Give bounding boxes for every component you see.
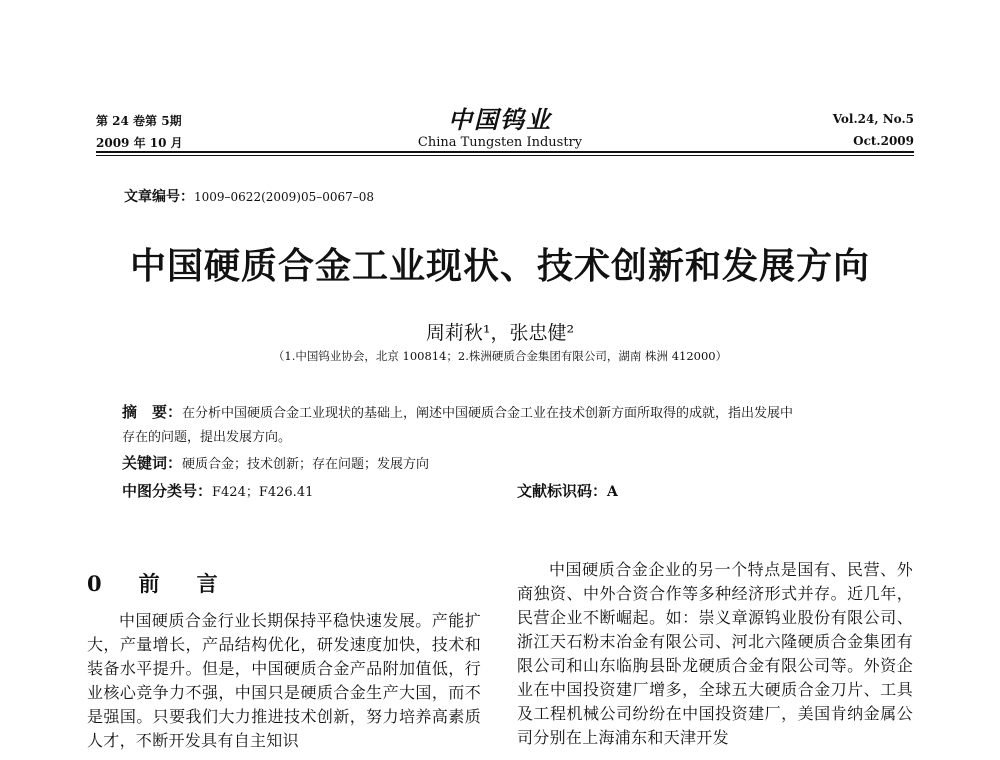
classification-block <box>122 480 313 501</box>
journal-name-en: China Tungsten Industry <box>417 135 583 150</box>
abstract-line-1 <box>122 400 902 426</box>
article-id-value: 1009–0622(2009)05–0067–08 <box>194 190 375 204</box>
section-heading-0: 0 前 言 <box>87 571 226 596</box>
paper-title: 中国硬质合金工业现状、技术创新和发展方向 <box>129 246 870 287</box>
abstract-label: 摘 要： <box>122 403 183 421</box>
left-column-paragraph: 中国硬质合金行业长期保持平稳快速发展。产能扩大，产量增长，产品结构优化，研发速度加快，技术和装备水平提升。但是，中国硬质合金产品附加值低，行业核心竞争力不强，中国只是硬质合金生产大国，而不是强国。只要我们大力推进技术创新，努力培养高素质人才，不断开发具有自主知识 <box>87 611 481 750</box>
header-rule-thick <box>96 151 914 153</box>
doc-code-block <box>517 480 618 501</box>
article-id-label: 文章编号： <box>124 189 194 205</box>
header-issue-cn: 第 24 卷第 5期 <box>96 114 182 128</box>
article-id <box>124 186 374 208</box>
classification-value: F424；F426.41 <box>212 485 314 500</box>
paper-affiliation: （1.中国钨业协会，北京 100814；2.株洲硬质合金集团有限公司，湖南 株洲 412000） <box>272 349 728 363</box>
paper-authors: 周莉秋¹，张忠健² <box>425 322 575 344</box>
header-volume-en: Vol.24, No.5 <box>832 112 914 126</box>
right-column-paragraph: 中国硬质合金企业的另一个特点是国有、民营、外商独资、中外合资合作等多种经济形式并存。近几年，民营企业不断崛起。如：崇义章源钨业股份有限公司、浙江天石粉末冶金有限公司、河北六隆硬质合金集团有限公司和山东临朐县卧龙硬质合金有限公司等。外资企业在中国投资建厂增多，全球五大硬质合金刀片、工具及工程机械公司纷纷在中国投资建厂，美国肯纳金属公司分别在上海浦东和天津开发 <box>517 560 913 747</box>
header-rule-thin <box>96 155 914 156</box>
header-date-en: Oct.2009 <box>853 134 914 148</box>
doc-code-label: 文献标识码： <box>517 482 608 500</box>
header-date-cn: 2009 年 10 月 <box>96 136 183 150</box>
abstract-text-2: 存在的问题，提出发展方向。 <box>122 430 292 445</box>
keywords-label: 关键词： <box>122 454 183 472</box>
abstract-block <box>122 400 902 450</box>
doc-code-value: A <box>607 484 618 500</box>
keywords-text: 硬质合金；技术创新；存在问题；发展方向 <box>182 457 430 472</box>
keywords-block <box>122 452 429 473</box>
abstract-text-1: 在分析中国硬质合金工业现状的基础上，阐述中国硬质合金工业在技术创新方面所取得的成就，指出发展中 <box>182 406 794 421</box>
journal-logo-cn: 中国钨业 <box>448 105 552 134</box>
classification-label: 中图分类号： <box>122 482 213 500</box>
